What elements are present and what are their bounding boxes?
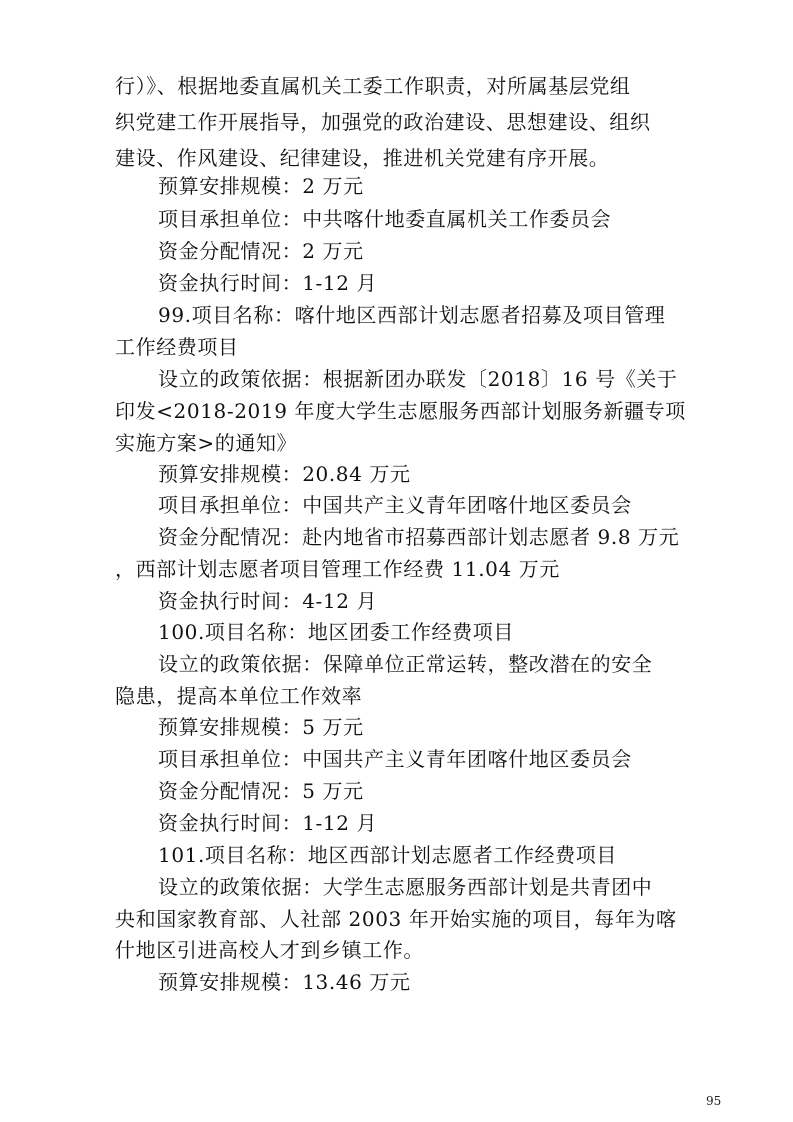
- text-line: 资金分配情况：赴内地省市招募西部计划志愿者 9.8 万元: [158, 525, 680, 549]
- text-line: 什地区引进高校人才到乡镇工作。: [115, 938, 424, 962]
- text-line: 织党建工作开展指导，加强党的政治建设、思想建设、组织: [115, 110, 651, 134]
- page-number: 95: [706, 1094, 722, 1108]
- text-line: 建设、作风建设、纪律建设，推进机关党建有序开展。: [115, 146, 610, 170]
- text-line: 央和国家教育部、人社部 2003 年开始实施的项目，每年为喀: [115, 907, 677, 931]
- text-line: 预算安排规模：5 万元: [158, 715, 364, 739]
- text-line: 资金执行时间：1-12 月: [158, 271, 378, 295]
- text-line: 资金分配情况：2 万元: [158, 239, 364, 263]
- text-line: 资金执行时间：1-12 月: [158, 811, 378, 835]
- text-line: 资金执行时间：4-12 月: [158, 589, 378, 613]
- text-line: 预算安排规模：20.84 万元: [158, 462, 411, 486]
- text-line: 设立的政策依据：大学生志愿服务西部计划是共青团中: [158, 875, 653, 899]
- text-line: 工作经费项目: [115, 335, 239, 359]
- text-line: 资金分配情况：5 万元: [158, 779, 364, 803]
- text-line: ，西部计划志愿者项目管理工作经费 11.04 万元: [115, 557, 560, 581]
- text-line: 预算安排规模：13.46 万元: [158, 970, 411, 994]
- text-line: 项目承担单位：中国共产主义青年团喀什地区委员会: [158, 493, 632, 517]
- text-line: 印发<2018-2019 年度大学生志愿服务西部计划服务新疆专项: [115, 399, 686, 423]
- text-line: 隐患，提高本单位工作效率: [115, 684, 363, 708]
- text-line: 99.项目名称：喀什地区西部计划志愿者招募及项目管理: [158, 303, 666, 327]
- text-line: 101.项目名称：地区西部计划志愿者工作经费项目: [158, 843, 617, 867]
- text-line: 行）》、根据地委直属机关工委工作职责，对所属基层党组: [115, 74, 631, 98]
- text-line: 设立的政策依据：根据新团办联发〔2018〕16 号《关于: [158, 367, 678, 391]
- text-line: 100.项目名称：地区团委工作经费项目: [158, 620, 514, 644]
- text-line: 项目承担单位：中共喀什地委直属机关工作委员会: [158, 207, 612, 231]
- text-line: 设立的政策依据：保障单位正常运转，整改潜在的安全: [158, 652, 653, 676]
- text-line: 实施方案>的通知》: [115, 431, 298, 455]
- text-line: 项目承担单位：中国共产主义青年团喀什地区委员会: [158, 747, 632, 771]
- text-line: 预算安排规模：2 万元: [158, 174, 364, 198]
